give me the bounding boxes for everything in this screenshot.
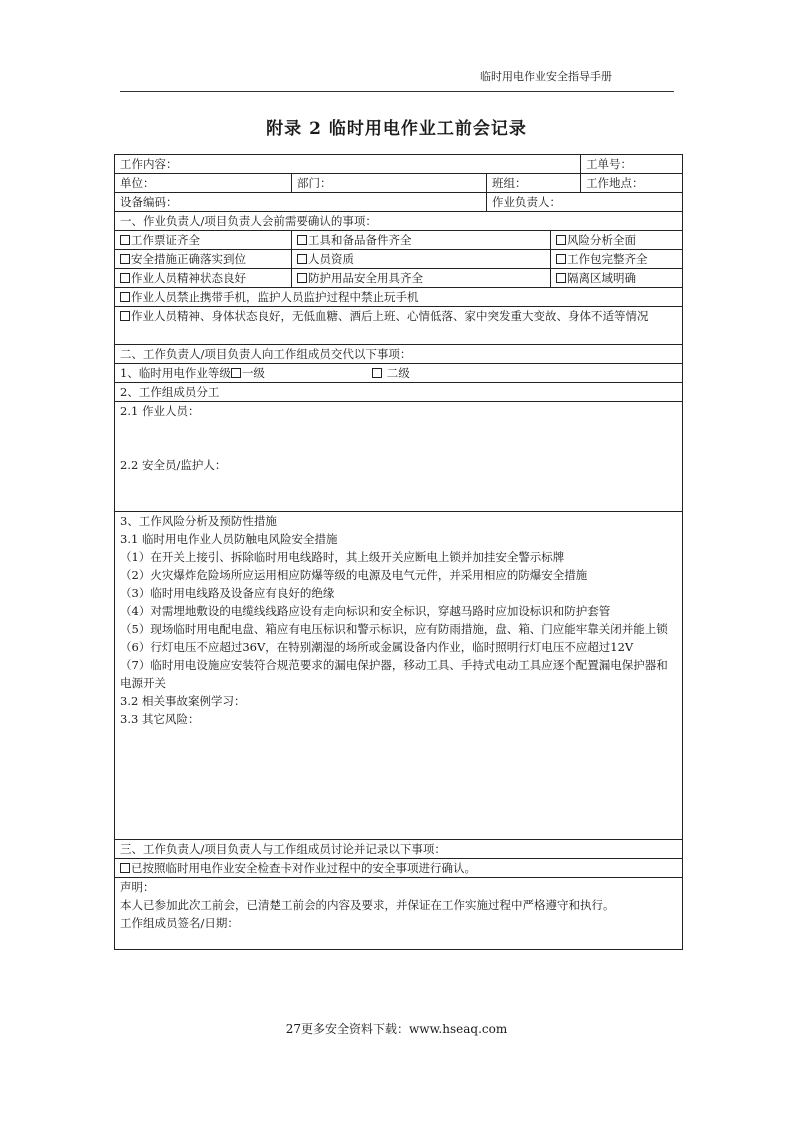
- work-location-cell[interactable]: 工作地点：: [581, 174, 683, 193]
- checkbox[interactable]: [120, 292, 130, 302]
- department-cell[interactable]: 部门：: [292, 174, 487, 193]
- division-heading: 2、工作组成员分工: [115, 383, 683, 402]
- checkbox[interactable]: [297, 273, 307, 283]
- personnel-cell[interactable]: [115, 402, 683, 512]
- statement-label: 声明：: [120, 880, 155, 894]
- unit-cell[interactable]: 单位：: [115, 174, 292, 193]
- measure-item: （3）临时用电线路及设备应有良好的绝缘: [120, 586, 335, 600]
- case-study-label: 3.2 相关事故案例学习：: [120, 694, 246, 708]
- checkbox[interactable]: [120, 273, 130, 283]
- phone-rule-item[interactable]: 作业人员禁止携带手机，监护人员监护过程中禁止玩手机: [115, 288, 683, 307]
- measure-item: （5）现场临时用电配电盘、箱应有电压标识和警示标识，应有防雨措施，盘、箱、门应能牢靠关闭并能上锁: [120, 622, 668, 636]
- checkbox[interactable]: [556, 254, 566, 264]
- checklist-item[interactable]: 作业人员精神状态良好: [115, 269, 292, 288]
- meeting-record-table: [114, 154, 683, 950]
- team-cell[interactable]: 班组：: [487, 174, 581, 193]
- section2-heading: 二、工作负责人/项目负责人向工作组成员交代以下事项：: [115, 345, 683, 364]
- equipment-code-cell[interactable]: 设备编码：: [115, 193, 487, 212]
- checkbox[interactable]: [556, 235, 566, 245]
- checklist-item[interactable]: 工作票证齐全: [115, 231, 292, 250]
- section3-subheading: 3.1 临时用电作业人员防触电风险安全措施: [120, 532, 338, 546]
- checklist-item[interactable]: 隔离区域明确: [551, 269, 683, 288]
- section1-heading: 一、作业负责人/项目负责人会前需要确认的事项：: [115, 212, 683, 231]
- footer-text: 27更多安全资料下载：www.hseaq.com: [285, 1022, 508, 1036]
- level-2-checkbox[interactable]: [372, 368, 382, 378]
- measure-item: （7）临时用电设施应安装符合规范要求的漏电保护器，移动工具、手持式电动工具应逐个配置漏电保护器和电源开关: [120, 658, 668, 690]
- section4-heading: 三、工作负责人/项目负责人与工作组成员讨论并记录以下事项：: [115, 840, 683, 859]
- checklist-item[interactable]: 人员资质: [292, 250, 551, 269]
- risk-analysis-cell[interactable]: [115, 512, 683, 840]
- checkbox[interactable]: [120, 863, 130, 873]
- checklist-item[interactable]: 工具和备品备件齐全: [292, 231, 551, 250]
- checkbox[interactable]: [120, 235, 130, 245]
- checklist-item[interactable]: 风险分析全面: [551, 231, 683, 250]
- work-content-cell[interactable]: 工作内容：: [115, 155, 581, 174]
- level-1-checkbox[interactable]: [231, 368, 241, 378]
- checklist-item[interactable]: 安全措施正确落实到位: [115, 250, 292, 269]
- work-leader-cell[interactable]: 作业负责人：: [487, 193, 683, 212]
- header-divider: [120, 91, 674, 92]
- measure-item: （6）行灯电压不应超过36V，在特别潮湿的场所或金属设备内作业，临时照明行灯电压不应超过12V: [120, 640, 634, 654]
- checkbox[interactable]: [556, 273, 566, 283]
- ticket-no-cell[interactable]: 工单号：: [581, 155, 683, 174]
- work-level-row: 1、临时用电作业等级 一级 二级: [115, 364, 683, 383]
- measure-item: （2）火灾爆炸危险场所应运用相应防爆等级的电源及电气元件，并采用相应的防爆安全措施: [120, 568, 588, 582]
- safety-supervisor-label: 2.2 安全员/监护人：: [120, 458, 227, 472]
- confirm-item[interactable]: 已按照临时用电作业安全检查卡对作业过程中的安全事项进行确认。: [115, 859, 683, 878]
- measure-item: （1）在开关上接引、拆除临时用电线路时，其上级开关应断电上锁并加挂安全警示标牌: [120, 550, 565, 564]
- statement-cell[interactable]: [115, 878, 683, 950]
- page-title: 附录 2 临时用电作业工前会记录: [266, 119, 527, 139]
- health-rule-item[interactable]: 作业人员精神、身体状态良好，无低血糖、酒后上班、心情低落、家中突发重大变故、身体不适等情况: [115, 307, 683, 345]
- checkbox[interactable]: [120, 254, 130, 264]
- checkbox[interactable]: [297, 235, 307, 245]
- checklist-item[interactable]: 工作包完整齐全: [551, 250, 683, 269]
- measure-item: （4）对需埋地敷设的电缆线线路应设有走向标识和安全标识，穿越马路时应加设标识和防护套管: [120, 604, 611, 618]
- other-risks-label: 3.3 其它风险：: [120, 712, 200, 726]
- manual-title: 临时用电作业安全指导手册: [480, 70, 612, 83]
- checklist-item[interactable]: 防护用品安全用具齐全: [292, 269, 551, 288]
- checkbox[interactable]: [297, 254, 307, 264]
- statement-text: 本人已参加此次工前会，已清楚工前会的内容及要求，并保证在工作实施过程中严格遵守和执行。: [120, 898, 615, 912]
- checkbox[interactable]: [120, 311, 130, 321]
- section3-heading: 3、工作风险分析及预防性措施: [120, 514, 277, 528]
- signature-label: 工作组成员签名/日期：: [120, 916, 239, 930]
- workers-label: 2.1 作业人员：: [120, 404, 200, 418]
